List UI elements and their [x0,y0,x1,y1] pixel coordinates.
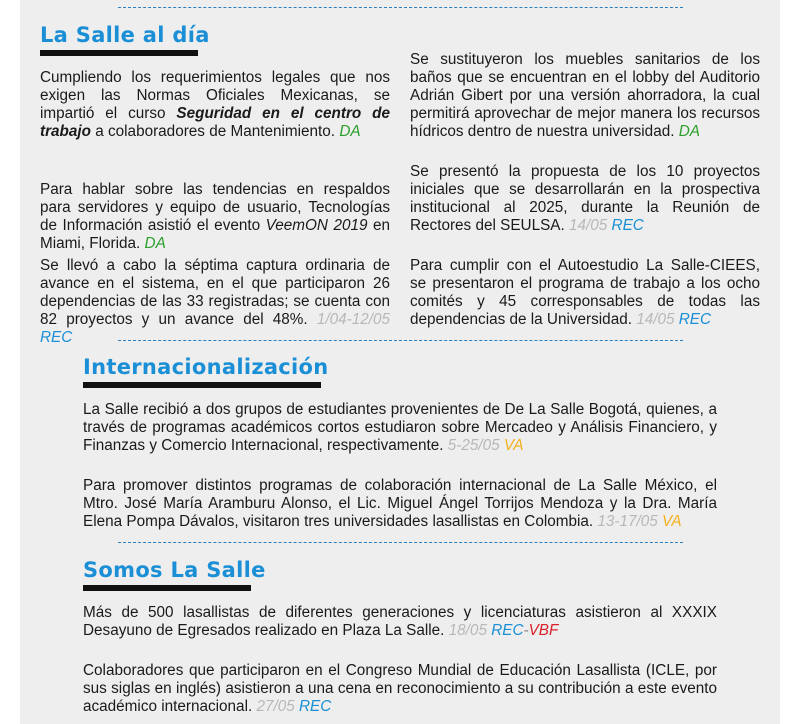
news-text: Colaboradores que participaron en el Congreso Mundial de Educación Lasallista (ICLE, por sus siglas en inglés) asistieron a una cena en reconocimiento a su contribución a este evento académico internacional. [83,662,717,715]
news-item [83,401,717,455]
section-title-la-salle-al-dia: La Salle al día [40,23,210,47]
news-item [83,604,717,640]
section-divider [118,542,683,543]
news-text: en Miami, Florida. [40,217,390,252]
department-tag: VA [503,437,524,454]
news-text: Se sustituyeron los muebles sanitarios de los baños que se encuentran en el lobby del Auditorio Adrián Gibert por una versión ahorradora, la cual permitirá aprovechar de mejor manera los recursos hídricos dentro de nuestra universidad. [410,51,760,140]
section-title-somos-la-salle: Somos La Salle [83,558,266,582]
department-tag: DA [339,123,361,140]
news-item [83,662,717,716]
news-item [40,181,390,253]
news-text: Para promover distintos programas de colaboración internacional de La Salle México, el Mtro. José María Aramburu Alonso, el Lic. Miguel Ángel Torrijos Mendoza y la Dra. María Elena Pompa Dávalos, visitaron tres universidades lasallistas en Colombia. [83,477,717,530]
news-text: Se presentó la propuesta de los 10 proyectos iniciales que se desarrollarán en la prospectiva institucional al 2025, durante la Reunión de Rectores del SEULSA. [410,163,760,234]
news-text: Para cumplir con el Autoestudio La Salle-CIEES, se presentaron el programa de trabajo a los ocho comités y 45 corresponsables de todas las dependencias de la Universidad. [410,257,760,328]
news-item [410,163,760,235]
news-text: a colaboradores de Mantenimiento. [91,123,336,140]
news-item [40,69,390,141]
department-tag: REC [491,622,524,639]
section-title-underline [83,585,251,591]
news-text: La Salle recibió a dos grupos de estudiantes provenientes de De La Salle Bogotá, quienes, a través de programas académicos cortos estudiaron sobre Mercadeo y Análisis Financiero, y Finanzas y Comercio Internacional, respectivamente. [83,401,717,454]
department-tag: REC [40,329,73,346]
news-text: Se llevó a cabo la séptima captura ordinaria de avance en el sistema, en el que participaron 26 dependencias de las 33 registradas; se cuenta con 82 proyectos y un avance del 48%. [40,257,390,328]
department-tag: DA [678,123,700,140]
news-text: Más de 500 lasallistas de diferentes generaciones y licenciaturas asistieron al XXXIX Desayuno de Egresados realizado en Plaza La Salle. [83,604,717,639]
department-tag: REC [299,698,332,715]
news-item [40,257,390,347]
news-date: 13-17/05 [597,513,658,530]
section-title-underline [83,382,321,388]
department-tag: REC [678,311,712,328]
section-title-internacionalizacion: Internacionalización [83,355,329,379]
news-item [410,257,760,329]
news-text: Cumpliendo los requerimientos legales que nos exigen las Normas Oficiales Mexicanas, se impartió el curso [40,69,390,122]
news-item [410,51,760,141]
department-tag: REC [611,217,644,234]
news-text: Para hablar sobre las tendencias en respaldos para servidores y equipo de usuario, Tecnologías de Información asistió el evento [40,181,390,234]
section-divider [118,7,683,8]
department-tag: VA [662,513,682,530]
tag-separator: - [523,622,529,639]
news-date: 5-25/05 [447,437,500,454]
news-date: 14/05 [636,311,675,328]
department-tag: DA [144,235,166,252]
section-divider [118,340,683,341]
news-date: 1/04-12/05 [316,311,391,328]
event-name: VeemON 2019 [265,217,368,234]
section-title-underline [40,50,198,56]
news-item [83,477,717,531]
news-date: 14/05 [569,217,608,234]
news-date: 18/05 [448,622,487,639]
news-date: 27/05 [256,698,295,715]
department-tag: VBF [528,622,559,639]
course-name: Seguridad en el centro de trabajo [40,105,390,140]
